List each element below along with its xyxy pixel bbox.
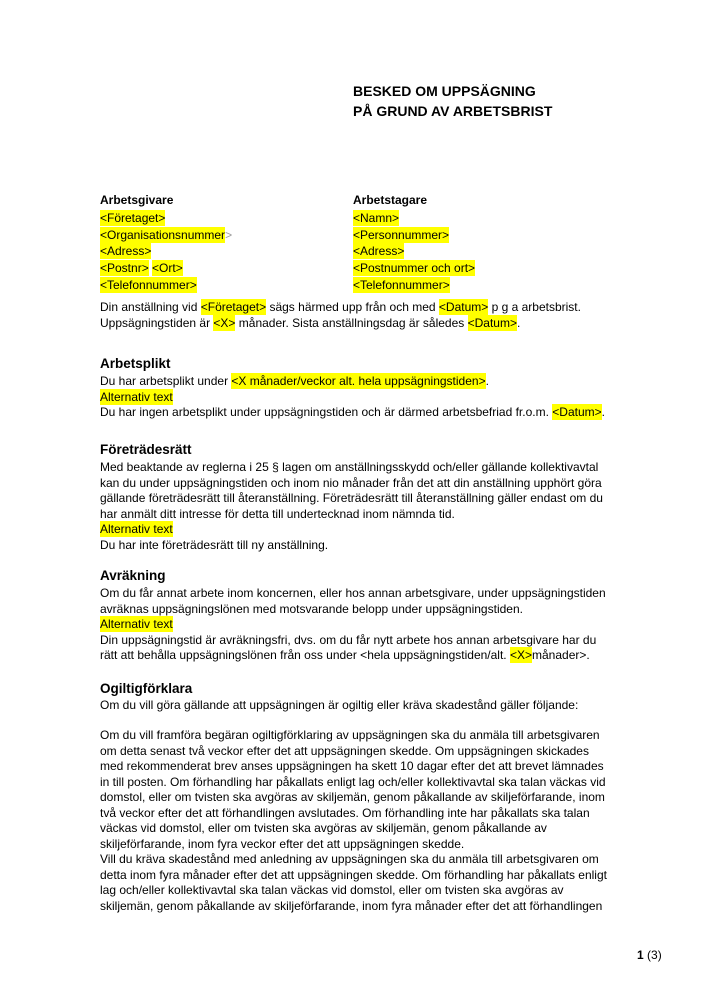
text-line: [100, 821, 645, 837]
text-line: [100, 728, 645, 744]
text-line: [100, 586, 645, 602]
ogiltigforklara-paragraph-2: [100, 728, 645, 852]
placeholder-highlight: <Namn>: [353, 211, 400, 225]
placeholder-highlight: <X>: [213, 315, 236, 330]
text-line: [100, 405, 645, 421]
text-segment: Med beaktande av reglerna i 25 § lagen om anställningsskydd och/eller gällande kollektivavtal: [100, 460, 599, 474]
text-segment: månader>.: [532, 648, 590, 662]
text-segment: Uppsägningstiden är: [100, 315, 214, 330]
intro-paragraph: [100, 300, 645, 331]
text-line: [100, 300, 645, 316]
text-line: [100, 698, 645, 714]
placeholder-highlight: Alternativ text: [100, 389, 173, 404]
title-line-1: BESKED OM UPPSÄGNING: [353, 83, 536, 99]
text-segment: .: [485, 374, 489, 388]
placeholder-highlight: <X>: [509, 648, 532, 662]
text-line: [353, 277, 603, 294]
ogiltigforklara-paragraph-3: [100, 852, 645, 914]
text-line: [100, 744, 645, 760]
text-line: [100, 227, 350, 244]
section-heading-arbetsplikt: Arbetsplikt: [100, 356, 171, 371]
text-segment: rätt att behålla uppsägningslönen från oss under <hela uppsägningstiden/alt.: [100, 648, 510, 662]
text-line: [100, 883, 645, 899]
text-segment: in till posten. Om förhandling har påkallats enligt lag och/eller kollektivavtal ska talan väckas vid: [100, 774, 606, 789]
page-number-total: (3): [643, 948, 662, 962]
text-segment: gällande företrädesrätt till återanställning. Företrädesrätt till återanställning gäller endast om du: [100, 491, 603, 505]
text-segment: med rekommenderat brev anses uppsägningen ha skett 10 dagar efter det att brevet lämnades: [100, 759, 604, 773]
text-line: [353, 210, 603, 227]
page-number-current: 1: [637, 948, 644, 962]
text-line: [100, 617, 645, 633]
placeholder-highlight: <Datum>: [438, 300, 489, 314]
text-segment: skiljeförfarande, inom fyra veckor efter det att uppsägningen skedde.: [100, 836, 465, 851]
employer-placeholder-lines: [100, 210, 350, 294]
text-line: [100, 790, 645, 806]
text-line: [100, 899, 645, 915]
text-segment: två veckor efter det att förhandlingen avslutades. Om förhandling inte har påkallats ska talan: [100, 805, 590, 820]
text-segment: p g a arbetsbrist.: [488, 300, 581, 314]
text-segment: kan du under uppsägningstiden och inom nio månader från det att din anställning upphört göra: [100, 475, 602, 490]
text-line: [100, 775, 645, 791]
text-line: [100, 243, 350, 260]
section-body-foretradesratt: [100, 460, 645, 553]
text-line: [100, 460, 645, 476]
document-title: [353, 82, 552, 121]
text-line: [353, 260, 603, 277]
placeholder-highlight: <Organisationsnummer: [100, 227, 226, 242]
text-line: [100, 759, 645, 775]
text-segment: väckas vid domstol, eller om tvisten ska avgöras av skiljemän, genom påkallande av: [100, 821, 547, 835]
text-line: [100, 277, 350, 294]
text-segment: Din anställning vid: [100, 300, 201, 314]
text-segment: detta inom fyra månader efter det att uppsägningen skedde. Om förhandling har påkallats enligt: [100, 867, 607, 882]
placeholder-highlight: <Datum>: [467, 315, 517, 330]
text-line: [100, 852, 645, 868]
text-segment: skiljemän, genom påkallande av skiljeförfarande, inom fyra månader efter det att förhandlingen: [100, 898, 603, 913]
ogiltigforklara-paragraph-1: [100, 698, 645, 714]
text-segment: om detta senast två veckor efter det att uppsägningen skedde. Om uppsägningen skickades: [100, 743, 589, 758]
placeholder-highlight: <Företaget>: [100, 211, 166, 225]
text-segment: Du har arbetsplikt under: [100, 374, 232, 388]
text-segment: lag och/eller kollektivavtal ska talan väckas vid domstol, eller om tvisten ska avgöras av: [100, 883, 564, 897]
text-segment: avräknas uppsägningslönen med motsvarande belopp under uppsägningstiden.: [100, 601, 523, 616]
text-line: [353, 243, 603, 260]
placeholder-highlight: <Företaget>: [200, 300, 267, 314]
text-line: [100, 210, 350, 227]
text-segment: Din uppsägningstid är avräkningsfri, dvs. om du får nytt arbete hos annan arbetsgivare har du: [100, 632, 597, 647]
text-line: [100, 837, 645, 853]
section-heading-foretradesratt: Företrädesrätt: [100, 442, 192, 457]
text-segment: domstol, eller om tvisten ska avgöras av skiljemän, genom påkallande av skiljeförfarande, inom: [100, 790, 605, 804]
text-line: [100, 633, 645, 649]
text-line: [100, 390, 645, 406]
placeholder-highlight: <X månader/veckor alt. hela uppsägningstiden>: [231, 374, 486, 388]
text-line: [100, 491, 645, 507]
text-line: [100, 507, 645, 523]
employer-heading: Arbetsgivare: [100, 193, 174, 207]
placeholder-highlight: <Postnummer och ort>: [353, 261, 476, 276]
text-line: [100, 868, 645, 884]
text-segment: Om du vill göra gällande att uppsägningen är ogiltig eller kräva skadestånd gäller följande:: [100, 698, 579, 712]
employee-block: [353, 192, 603, 294]
placeholder-highlight: <Telefonnummer>: [353, 277, 450, 292]
text-segment: sägs härmed upp från och med: [266, 300, 439, 314]
text-line: [100, 522, 645, 538]
placeholder-highlight: Alternativ text: [100, 617, 173, 631]
text-line: [100, 476, 645, 492]
text-line: [100, 538, 645, 554]
placeholder-highlight: <Postnr>: [100, 261, 149, 276]
text-line: [100, 602, 645, 618]
employer-block: [100, 192, 350, 294]
section-heading-ogiltigforklara: Ogiltigförklara: [100, 681, 193, 696]
placeholder-highlight: <Adress>: [100, 244, 152, 259]
employee-placeholder-lines: [353, 210, 603, 294]
text-line: [100, 648, 645, 664]
section-heading-avrakning: Avräkning: [100, 568, 166, 583]
text-segment: Du har inte företrädesrätt till ny anställning.: [100, 537, 329, 552]
text-line: [100, 260, 350, 277]
placeholder-highlight: <Adress>: [353, 244, 405, 259]
text-segment: Vill du kräva skadestånd med anledning av uppsägningen ska du anmäla till arbetsgivaren om: [100, 852, 599, 866]
dim-bracket: >: [225, 227, 233, 242]
employee-heading: Arbetstagare: [353, 193, 428, 207]
text-line: [353, 227, 603, 244]
text-segment: månader. Sista anställningsdag är således: [235, 315, 468, 330]
text-segment: Om du får annat arbete inom koncernen, eller hos annan arbetsgivare, under uppsägningstiden: [100, 586, 606, 600]
page-number: [637, 948, 662, 964]
text-segment: Om du vill framföra begäran ogiltigförklaring av uppsägningen ska du anmäla till arbetsgivaren: [100, 728, 600, 742]
placeholder-highlight: Alternativ text: [100, 522, 173, 536]
placeholder-highlight: <Personnummer>: [353, 227, 450, 242]
text-segment: Du har ingen arbetsplikt under uppsägningstiden och är därmed arbetsbefriad fr.o.m.: [100, 405, 553, 419]
text-line: [100, 316, 645, 332]
text-line: [100, 374, 645, 390]
section-body-arbetsplikt: [100, 374, 645, 421]
placeholder-highlight: <Telefonnummer>: [100, 277, 197, 292]
placeholder-highlight: <Datum>: [552, 405, 602, 419]
text-segment: .: [516, 315, 521, 330]
text-segment: har anmält ditt intresse för detta till undertecknad inom nämnda tid.: [100, 506, 455, 521]
title-line-2: PÅ GRUND AV ARBETSBRIST: [353, 102, 553, 119]
section-body-avrakning: [100, 586, 645, 664]
text-line: [100, 806, 645, 822]
text-segment: .: [601, 405, 605, 419]
placeholder-highlight: <Ort>: [152, 261, 183, 276]
